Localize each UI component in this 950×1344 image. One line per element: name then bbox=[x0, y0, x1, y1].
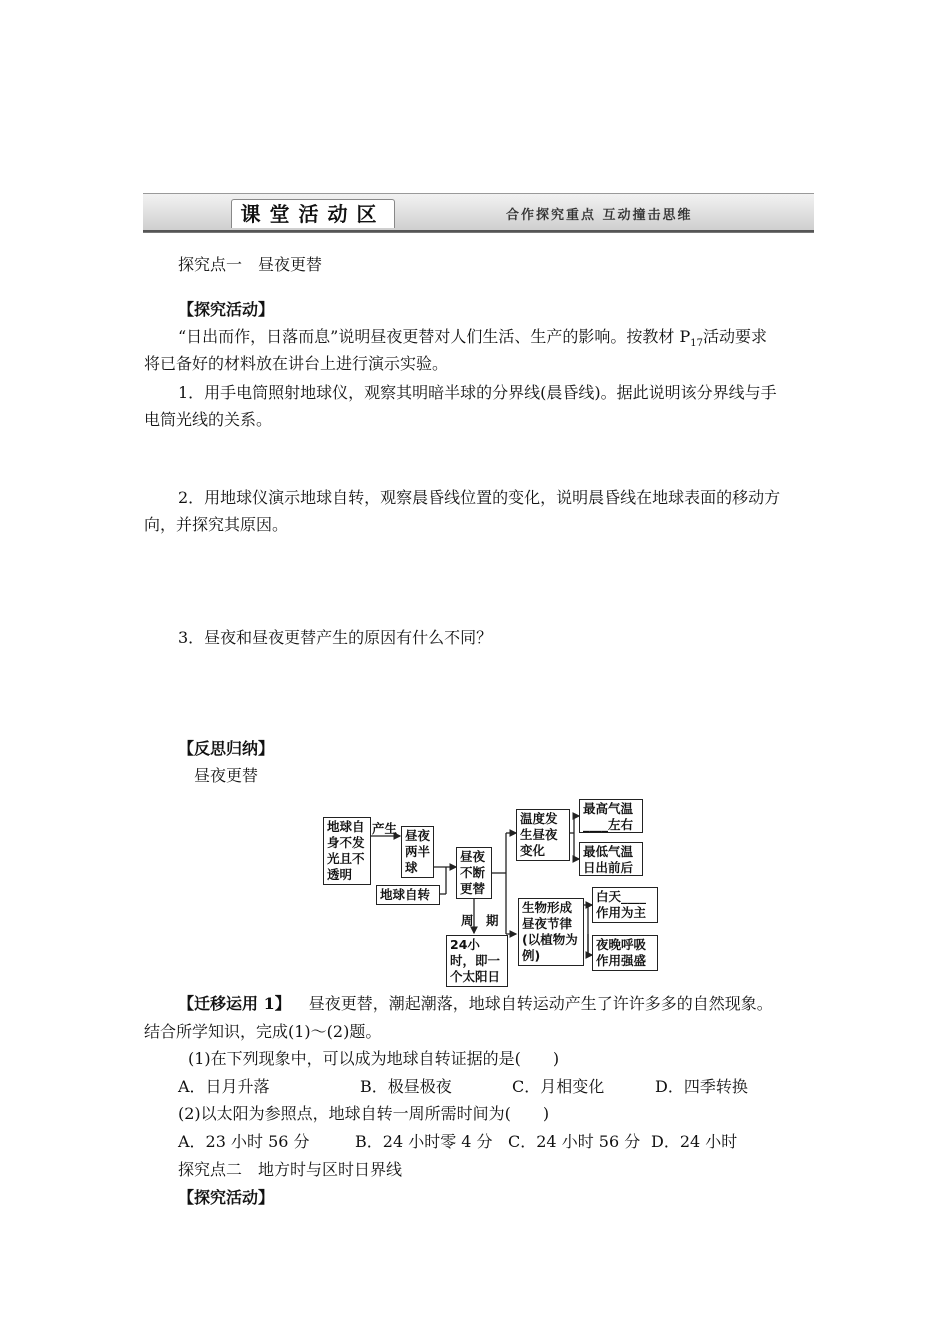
question-1-line2: 电筒光线的关系。 bbox=[144, 410, 273, 429]
exercise1-label: 【迁移运用 1】 bbox=[178, 994, 291, 1013]
question-2-line2: 向，并探究其原因。 bbox=[144, 515, 289, 534]
box-night: 夜晚呼吸作用强盛 bbox=[592, 935, 658, 971]
box-max-temp: 最高气温____左右 bbox=[579, 799, 643, 833]
box-biorhythm: 生物形成昼夜节律(以植物为例) bbox=[518, 898, 584, 966]
label-produce: 产生 bbox=[372, 821, 398, 836]
day-night-flow-diagram bbox=[322, 795, 662, 990]
reflect-title: 昼夜更替 bbox=[194, 766, 259, 785]
exercise1-q2: (2)以太阳为参照点，地球自转一周所需时间为( ) bbox=[178, 1104, 550, 1123]
q1-option-a: A．日月升落 bbox=[178, 1077, 270, 1096]
box-cause: 地球自身不发光且不透明 bbox=[323, 817, 371, 885]
banner-divider bbox=[143, 232, 814, 233]
q2-option-c: C．24 小时 56 分 bbox=[508, 1132, 641, 1151]
section1-heading: 探究点一 昼夜更替 bbox=[178, 255, 323, 274]
q1-option-c: C．月相变化 bbox=[512, 1077, 605, 1096]
box-alternation: 昼夜不断更替 bbox=[456, 847, 492, 899]
q1-option-b: B．极昼极夜 bbox=[360, 1077, 452, 1096]
question-3: 3．昼夜和昼夜更替产生的原因有什么不同？ bbox=[178, 628, 493, 647]
question-2-line1: 2．用地球仪演示地球自转，观察晨昏线位置的变化，说明晨昏线在地球表面的移动方 bbox=[178, 488, 781, 507]
box-hemispheres: 昼夜两半球 bbox=[401, 826, 434, 878]
exercise1-line2: 结合所学知识，完成(1)～(2)题。 bbox=[144, 1022, 382, 1041]
box-period: 24小时，即一个太阳日 bbox=[446, 935, 508, 987]
intro-line2: 将已备好的材料放在讲台上进行演示实验。 bbox=[144, 354, 449, 373]
intro-line1: “日出而作，日落而息”说明昼夜更替对人们生活、生产的影响。按教材 $P_{17}$活动要求 bbox=[178, 327, 767, 350]
label-period: 周 期 bbox=[461, 913, 499, 928]
box-daytime: 白天____作用为主 bbox=[592, 887, 658, 923]
banner-title: 课堂活动区 bbox=[231, 199, 395, 228]
box-min-temp: 最低气温日出前后 bbox=[579, 842, 643, 876]
activity-label: 【探究活动】 bbox=[178, 300, 275, 319]
section2-activity-label: 【探究活动】 bbox=[178, 1188, 275, 1207]
reflect-label: 【反思归纳】 bbox=[178, 739, 275, 758]
box-temp: 温度发生昼夜变化 bbox=[516, 809, 570, 861]
box-rotation: 地球自转 bbox=[376, 885, 440, 905]
q2-option-d: D．24 小时 bbox=[651, 1132, 738, 1151]
exercise1-line1: 【迁移运用 1】 昼夜更替，潮起潮落，地球自转运动产生了许许多多的自然现象。 bbox=[178, 994, 773, 1013]
q2-option-a: A．23 小时 56 分 bbox=[178, 1132, 310, 1151]
exercise1-q1: (1)在下列现象中，可以成为地球自转证据的是( ) bbox=[188, 1049, 560, 1068]
q2-option-b: B．24 小时零 4 分 bbox=[355, 1132, 493, 1151]
section2-heading: 探究点二 地方时与区时日界线 bbox=[178, 1160, 403, 1179]
question-1-line1: 1．用手电筒照射地球仪，观察其明暗半球的分界线(晨昏线)。据此说明该分界线与手 bbox=[178, 383, 777, 402]
q1-option-d: D．四季转换 bbox=[655, 1077, 748, 1096]
banner-subtitle: 合作探究重点 互动撞击思维 bbox=[506, 208, 693, 223]
